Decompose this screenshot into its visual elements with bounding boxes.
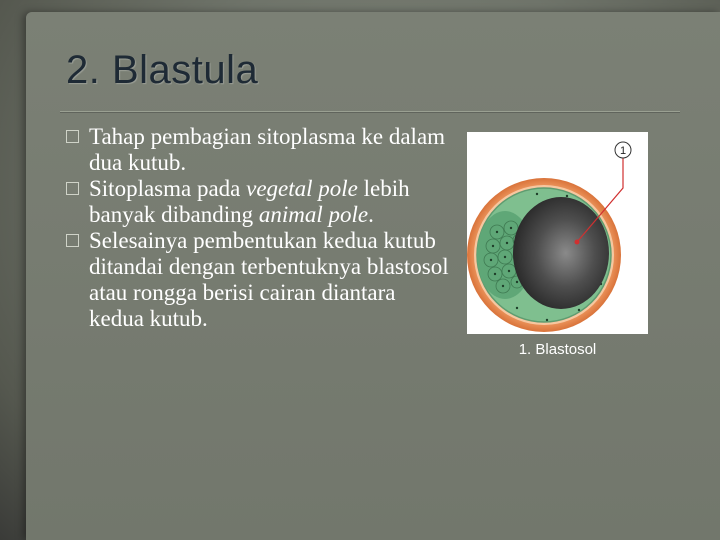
bullet-box-icon bbox=[66, 130, 79, 143]
figure-caption: 1. Blastosol bbox=[518, 341, 597, 358]
blastula-figure bbox=[467, 132, 648, 334]
bullet-list bbox=[65, 124, 450, 332]
bullet-item bbox=[65, 124, 450, 176]
blastocoel-cavity bbox=[513, 197, 609, 309]
marker-label: 1 bbox=[619, 145, 627, 157]
title-divider bbox=[60, 111, 680, 112]
bullet-text-italic: animal pole bbox=[258, 202, 369, 227]
bullet-item bbox=[65, 176, 450, 228]
bullet-box-icon bbox=[66, 234, 79, 247]
blastula-diagram bbox=[467, 132, 648, 334]
bullet-text: Sitoplasma pada bbox=[89, 176, 247, 201]
bullet-text: lebih banyak dibanding bbox=[89, 176, 410, 227]
bullet-item bbox=[65, 228, 450, 332]
bullet-text: Selesainya pembentukan kedua kutub ditandai dengan terbentuknya blastosol atau rongga berisi cairan diantara kedua kutub. bbox=[89, 228, 449, 331]
slide-title: 2. Blastula bbox=[66, 48, 259, 92]
pointer-dot bbox=[575, 240, 580, 245]
bullet-text: Tahap pembagian sitoplasma ke dalam dua kutub. bbox=[89, 124, 446, 175]
bullet-box-icon bbox=[66, 182, 79, 195]
bullet-text: . bbox=[368, 202, 374, 227]
bullet-text-italic: vegetal pole bbox=[246, 176, 358, 201]
